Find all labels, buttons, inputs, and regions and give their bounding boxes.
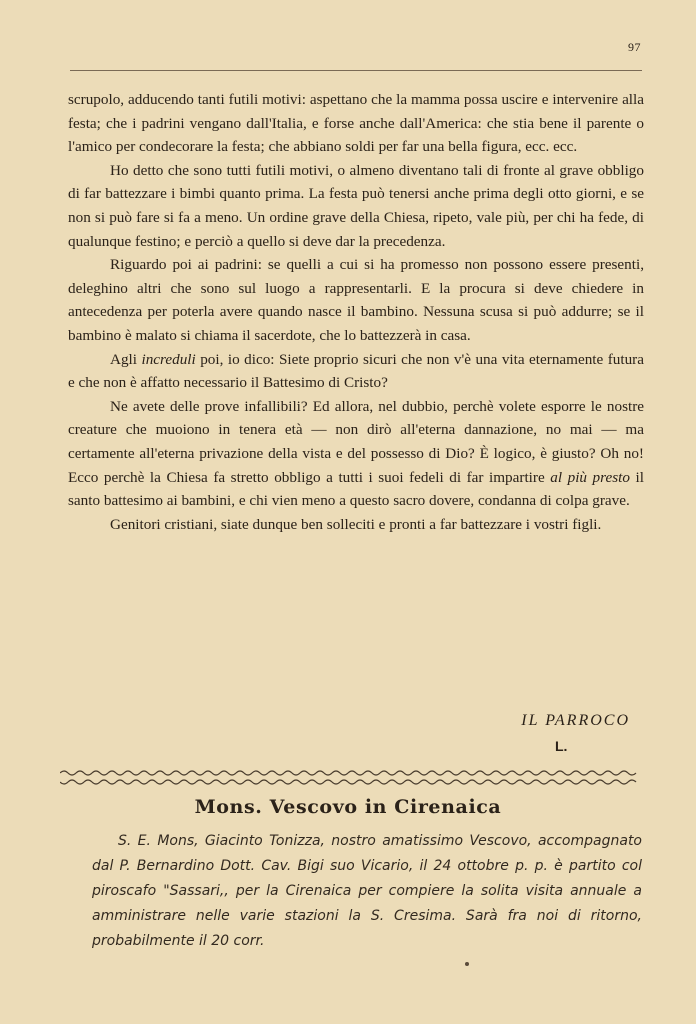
notice-paragraph: S. E. Mons, Giacinto Tonizza, nostro amatissimo Vescovo, accompagnato dal P. Bernardino Dott. Cav. Bigi suo Vicario, il 24 ottobre p. p. è partito col piroscafo "Sassari,, per la Cirenaica per compiere la solita visita annuale a amministrare nelle varie stazioni la S. Cresima. Sarà fra noi di ritorno, probabilmente il 20 corr. <box>92 833 642 949</box>
paragraph-prove-end: il santo battesimo ai bambini, e chi vien meno a questo sacro dovere, condanna di colpa grave. <box>68 468 644 510</box>
signature-initial: L. <box>555 738 568 754</box>
wavy-divider-bottom <box>60 777 640 787</box>
paragraph-padrini: Riguardo poi ai padrini: se quelli a cui si ha promesso non possono essere presenti, deleghino altri che sono sul luogo a rappresentarli. E la procura si deve chiedere in antecedenza per poterla avere quando nasce il bambino. Nessuna scusa si può addurre; se il bambino è malato si chiama il sacerdote, che lo battezzerà in casa. <box>68 256 644 344</box>
emphasis-increduli: increduli <box>141 350 196 368</box>
notice-body <box>92 829 642 954</box>
header-rule <box>70 70 642 71</box>
paragraph-futili-motivi: Ho detto che sono tutti futili motivi, o almeno diventano tali di fronte al grave obbligo di far battezzare i bimbi quanto prima. La festa può tenersi anche prima degli otto giorni, e se non si può fare si fa a meno. Un ordine grave della Chiesa, ripeto, vale più, per chi ha fede, di qualunque festino; e perciò a quello si deve dar la precedenza. <box>68 161 644 250</box>
page-number: 97 <box>628 40 641 54</box>
notice-title: Mons. Vescovo in Cirenaica <box>194 796 502 818</box>
emphasis-al-piu-presto: al più presto <box>550 468 630 486</box>
signature-title: IL PARROCO <box>521 712 630 729</box>
paragraph-increduli <box>68 348 644 395</box>
paragraph-prove <box>68 395 644 513</box>
article-body <box>68 88 644 536</box>
paragraph-continuation: scrupolo, adducendo tanti futili motivi: aspettano che la mamma possa uscire e intervenire alla festa; che i padrini vengano dall'Italia, e forse anche dall'America: che stia bene il parente o l'amico per condecorare la festa; che abbiano soldi per far una bella figura, ecc. ecc. <box>68 91 644 156</box>
paragraph-increduli-start: Agli <box>110 350 142 368</box>
paragraph-prove-start: Ne avete delle prove infallibili? Ed allora, nel dubbio, perchè volete esporre le nostre creature che muoiono in tenera età — non dirò all'eterna dannazione, no mai — ma certamente all'eterna privazione della vista e del possesso di Dio? È logico, è giusto? Oh no! Ecco perchè la Chiesa fa stretto obbligo a tutti i suoi fedeli di far impartire <box>68 397 644 486</box>
paragraph-genitori: Genitori cristiani, siate dunque ben solleciti e pronti a far battezzare i vostri figli. <box>110 515 602 533</box>
paragraph-increduli-end: poi, io dico: Siete proprio sicuri che non v'è una vita eternamente futura e che non è affatto necessario il Battesimo di Cristo? <box>68 350 644 392</box>
ink-dot <box>465 962 469 966</box>
